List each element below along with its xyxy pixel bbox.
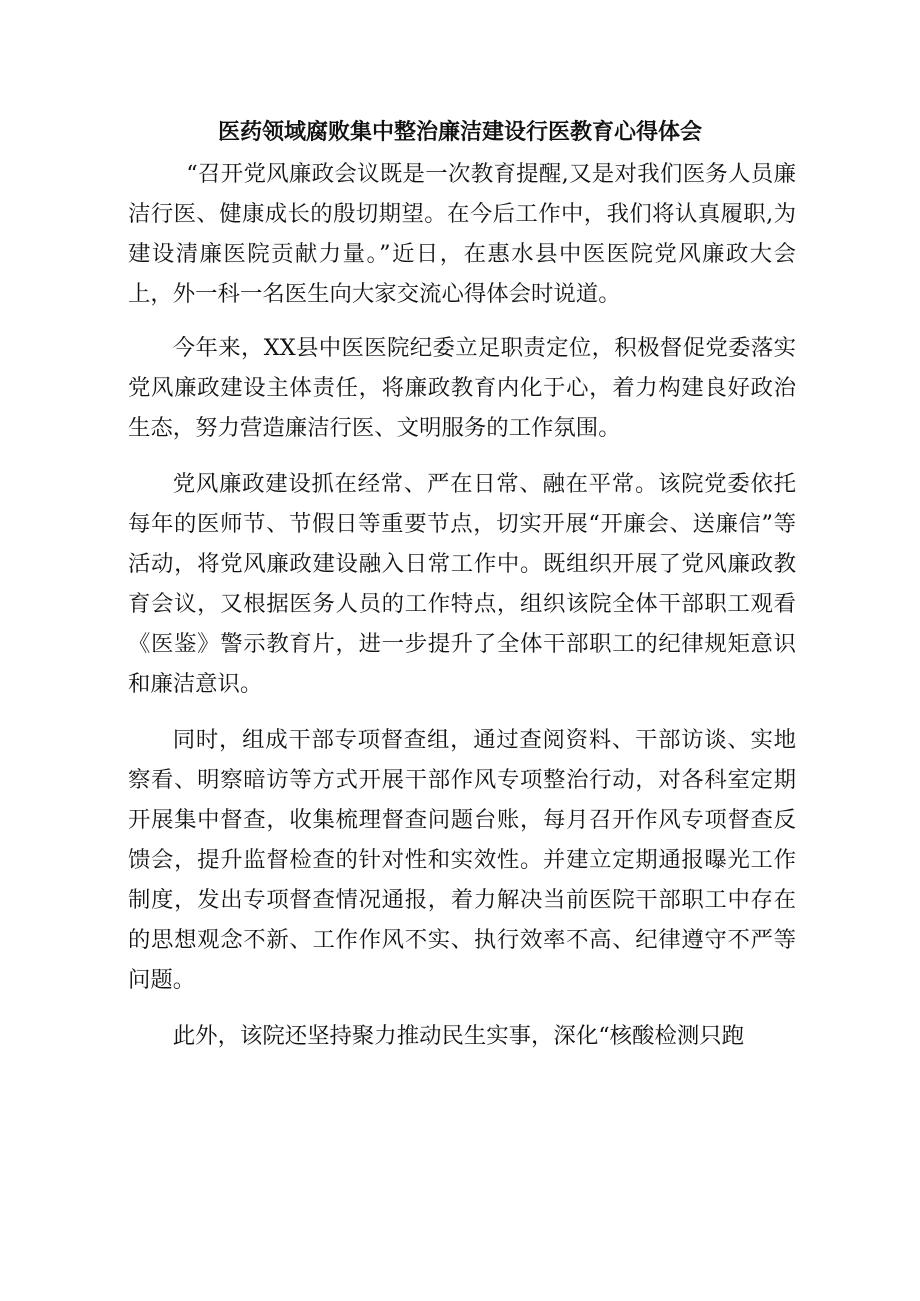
paragraph-1: “召开党风廉政会议既是一次教育提醒,又是对我们医务人员廉洁行医、健康成长的殷切期望。在今后工作中，我们将认真履职,为建设清廉医院贡献力量。”近日，在惠水县中医医院党风廉政大会上，外一科一名医生向大家交流心得体会时说道。 [128, 161, 796, 307]
paragraph-2: 今年来，XX县中医医院纪委立足职责定位，积极督促党委落实党风廉政建设主体责任，将廉政教育内化于心，着力构建良好政治生态，努力营造廉洁行医、文明服务的工作氛围。 [128, 335, 796, 441]
paragraph-3: 党风廉政建设抓在经常、严在日常、融在平常。该院党委依托每年的医师节、节假日等重要节点，切实开展“开廉会、送廉信”等活动，将党风廉政建设融入日常工作中。既组织开展了党风廉政教育会议，又根据医务人员的工作特点，组织该院全体干部职工观看《医鉴》警示教育片，进一步提升了全体干部职工的纪律规矩意识和廉洁意识。 [128, 471, 796, 697]
document-title: 医药领域腐败集中整治廉洁建设行医教育心得体会 [217, 119, 702, 145]
paragraph-4: 同时，组成干部专项督查组，通过查阅资料、干部访谈、实地察看、明察暗访等方式开展干部作风专项整治行动，对各科室定期开展集中督查，收集梳理督查问题台账，每月召开作风专项督查反馈会，提升监督检查的针对性和实效性。并建立定期通报曝光工作制度，发出专项督查情况通报，着力解决当前医院干部职工中存在的思想观念不新、工作作风不实、执行效率不高、纪律遵守不严等问题。 [128, 727, 796, 993]
document-body [128, 154, 796, 1056]
paragraph-5: 此外，该院还坚持聚力推动民生实事，深化“核酸检测只跑 [172, 1023, 745, 1049]
